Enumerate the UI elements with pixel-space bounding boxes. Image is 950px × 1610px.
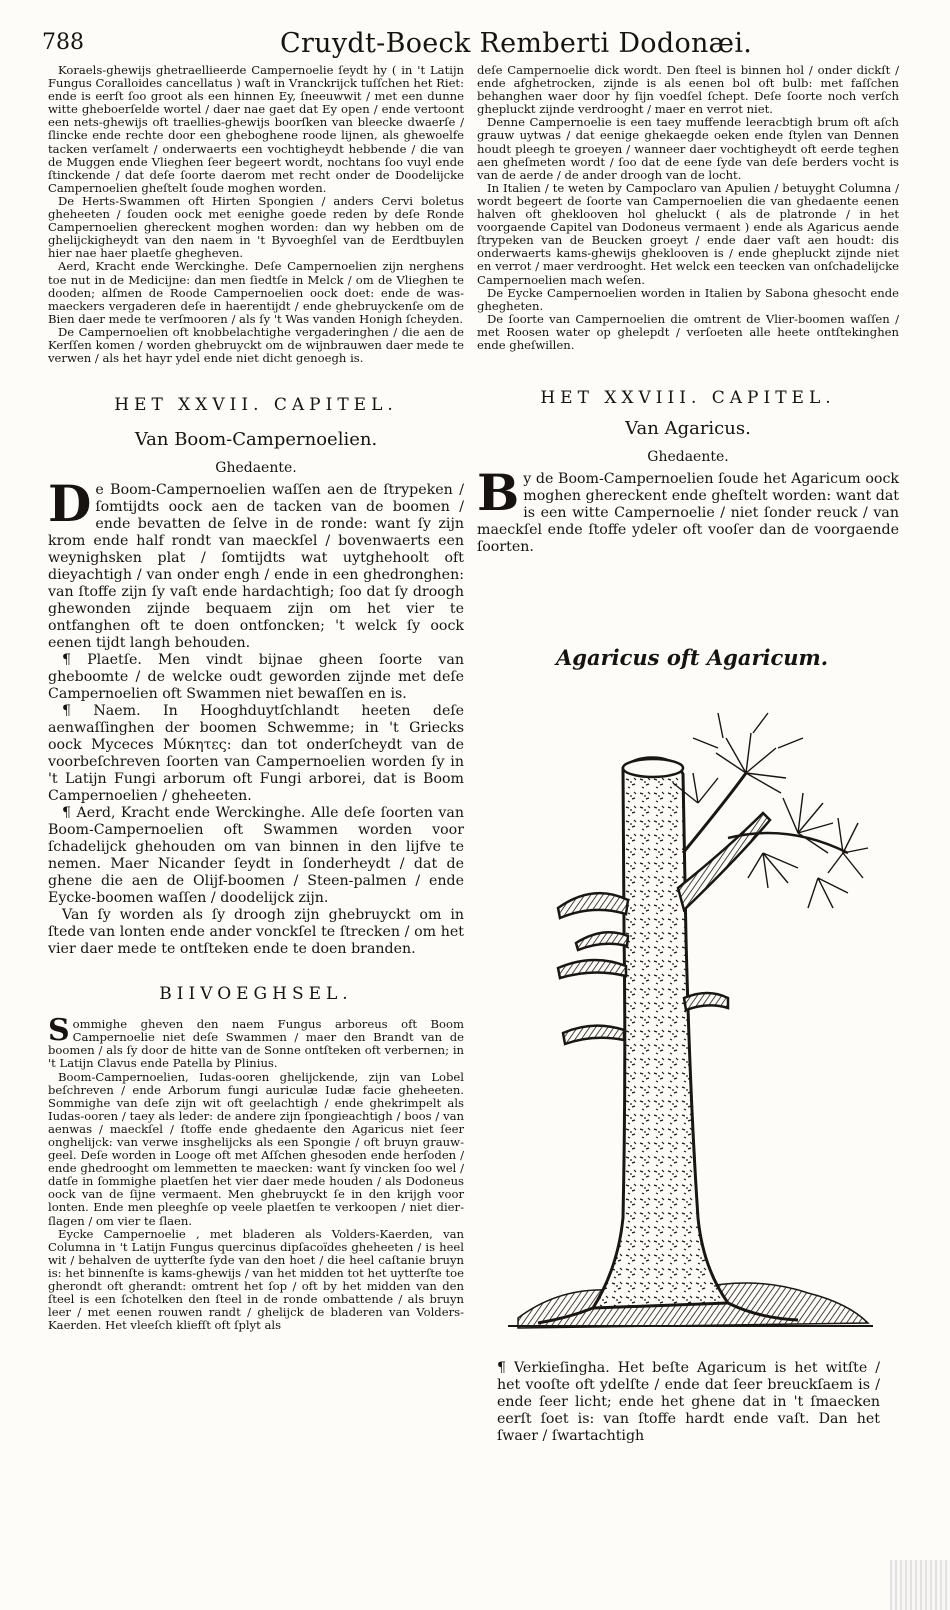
body-paragraph: ¶ Naem. In Hooghduytſchlandt heeten deſe aenwaſſinghen der boomen Schwemme; in 't Griecks oock Myceces Μύκητες: dan tot onderſcheydt van de voorbeſchreven ſoorten van Campernoelien worden ſy in 't Latijn Fungi arborum oft Fungi arborei, dat is Boom Campernoelien / gheheeten.	[48, 703, 464, 805]
chapter-heading: HET XXVIII. CAPITEL.	[540, 388, 836, 409]
left-column	[48, 64, 464, 1332]
chapter-title: Van Boom-Campernoelien.	[134, 429, 378, 451]
plate-caption: Agaricus oft Agaricum.	[556, 645, 829, 670]
bivoeghsel-paragraph: Sommighe gheven den naem Fungus arboreus oft Boom Campernoelie niet deſe Swammen / maer den Brandt van de boomen / als ſy door de hitte van de Sonne ontſteken oft verbernen; in 't Latijn Clavus ende Patella by Plinius.	[48, 1013, 464, 1071]
right-paragraph: In Italien / te weten by Campoclaro van Apulien / betuyght Columna / wordt begeert de ſoorte van Campernoelien die van ghedaente eenen halven oft gheklooven hol gheluckt ( als de platronde / in het voorgaende Capitel van Dodoneus vermaent ) ende als Agaricus aende ſtrypeken van de Beucken groeyt / ende daer vaſt aen houdt: dis onderwaerts kams-ghewijs gheklooven is / ende ghepluckt zijnde niet en verrot / maer verdrooght. Het welck een teecken van onſchadelijcke Campernoelien mach weſen.	[477, 180, 899, 287]
section-title: Ghedaente.	[215, 460, 297, 477]
page-header	[42, 30, 892, 64]
page-number: 788	[42, 30, 84, 55]
body-paragraph: ¶ Plaetſe. Men vindt bijnae gheen ſoorte van gheboomte / de welcke oudt geworden zijnde met deſe Campernoelien oft Swammen niet bewaſſen en is.	[48, 652, 464, 703]
running-title: Cruydt-Boeck Remberti Dodonæi.	[280, 28, 753, 59]
bivoeghsel-paragraph: Boom-Campernoelien, Iudas-ooren ghelijckende, zijn van Lobel beſchreven / ende Arborum fungi auriculæ Iudæ facie gheheeten. Sommighe van deſe zijn wit oft geelachtigh / ende ghekrimpelt als Iudas-ooren / taey als leder: de andere zijn ſpongieachtigh / boos / van aenwas / maeckſel / ſtoffe ende ghedaente den Agaricus niet ſeer onghelijck: van verwe insghelijcks als een Spongie / oft bruyn grauw-geel. Deſe worden in Looge oft met Aſſchen ghesoden ende herſoden / ende ghedrooght om lemmetten te maecken: want ſy vincken ſoo wel / datſe in ſommighe plaetſen het vier daer mede houden / als Dodoneus oock van de ſijne vermaent. Men ghebruyckt ſe in den krijgh voor lonten. Ende men pleeghſe op veele plaetſen te verkoopen / niet dier-ſlagen / om vier te ſlaen.	[48, 1069, 464, 1228]
body-paragraph: By de Boom-Campernoelien ſoude het Agaricum oock moghen ghereckent ende gheſtelt worden: want dat is een witte Campernoelie / niet ſonder reuck / van maeckſel ende ſtoffe ydeler oft vooſer dan de voorgaende ſoorten.	[477, 463, 899, 556]
right-paragraph: De ſoorte van Campernoelien die omtrent de Vlier-boomen waſſen / met Roosen water op ghelepdt / verſoeten alle heete ontſtekinghen ende gheſwillen.	[477, 311, 899, 352]
section-title: Ghedaente.	[647, 449, 729, 466]
body-paragraph: Van ſy worden als ſy droogh zijn ghebruyckt om in ſtede van lonten ende ander vonckſel te ſtrecken / om het vier daer mede te ontſteken ende te doen branden.	[48, 907, 464, 958]
right-column	[477, 64, 899, 556]
scan-edge-artifact	[890, 1560, 950, 1610]
intro-paragraph: Aerd, Kracht ende Werckinghe. Deſe Campernoelien zijn nerghens toe nut in de Medicijne: dan men ſiedtſe in Melck / om de Vlieghen te dooden; alſmen de Roode Campernoelien oock doet: ende de was-maeckers vergaderen deſe in haerentijdt / ende ghebruyckenſe om de Bien daer mede te verſmooren / als ſy 't Was vanden Honigh ſcheyden.	[48, 259, 464, 326]
intro-paragraph: Koraels-ghewijs ghetraellieerde Campernoelie ſeydt hy ( in 't Latijn Fungus Coralloides cancellatus ) waſt in Vranckrijck tuſſchen het Riet: ende is eerſt ſoo groot als een hinnen Ey, ſneeuwwit / met een dunne witte gheboerſelde wortel / daer nae gaet dat Ey open / ende vertoont een nets-ghewijs oft traellies-ghewijs boorſken van bleecke dwaerſe / ſlincke ende rechte door een gheboghene roode lijnen, als ghewoelfe tacken verſamelt / onderwaerts een vochtigheydt hebbende / die van de Muggen ende Vlieghen ſeer begeert wordt, nochtans ſoo vuyl ende ſtinckende / dat deſe ſoorte daerom met recht onder de Doodelijcke Campernoelien gheſtelt ſoude moghen worden.	[48, 63, 464, 195]
body-paragraph: ¶ Aerd, Kracht ende Werckinghe. Alle deſe ſoorten van Boom-Campernoelien oft Swammen worden voor ſchadelijck ghehouden om van binnen in den lijfve te nemen. Maer Nicander ſeydt in ſonderheydt / dat de ghene die aen de Olijf-boomen / Steen-palmen / ende Eycke-boomen waſſen / doodelijck zijn.	[48, 805, 464, 907]
body-paragraph: De Boom-Campernoelien waſſen aen de ſtrypeken / ſomtijdts oock aen de tacken van de boomen / ende bevatten de ſelve in de ronde: want ſy zijn krom ende half rondt van maeckſel / bovenwaerts een weynighsken plat / ſomtijdts wat uytghehoolt oft dieyachtigh / van onder engh / ende in een ghedronghen: van ſtoffe zijn ſy vaſt ende hardachtigh; ſoo dat ſy droogh ghewonden zijnde bequaem zijn om het vier te ontfanghen oft te doen ontfoncken; 't welck ſy oock eenen tijdt langh behouden.	[48, 474, 464, 652]
right-paragraph: Denne Campernoelie is een taey muffende leeracbtigh brum oft aſch grauw uytwas / dat eenige ghekaegde oeken ende ſtylen van Dennen houdt pleegh te groeyen / wanneer daer vochtigheydt oft eerde teghen aen gheſmeten wordt / ſoo dat de eene ſyde van deſe berders vocht is van de aerde / de ander droogh van de locht.	[477, 115, 899, 182]
right-paragraph: De Eycke Campernoelien worden in Italien by Sabona ghesocht ende ghegheten.	[477, 285, 899, 313]
chapter-title: Van Agaricus.	[625, 418, 751, 440]
verkiesingha-paragraph-block	[497, 1360, 880, 1445]
bivoeghsel-paragraph: Eycke Campernoelie , met bladeren als Volders-Kaerden, van Columna in 't Latijn Fungus quercinus dipſacoïdes gheheeten / is heel wit / behalven de uytterſte ſyde van den hoet / die heel caſtanie bruyn is: het binnenſte is kams-ghewijs / van het midden tot het uytterſte toe gherondt oft gherandt: omtrent het ſop / oft by het midden van den ſteel is een ſchotelken den ſteel in de ronde ombattende / als bruyn leer / met eenen rouwen randt / ghelijck de bladeren van Volders-Kaerden. Het vleeſch kliefſt oft ſplyt als	[48, 1226, 464, 1333]
intro-paragraph: De Herts-Swammen oft Hirten Spongien / anders Cervi boletus gheheeten / ſouden oock met eenighe goede reden by deſe Ronde Campernoelien ghereckent moghen worden: dan wy hebben om de ghelijckigheydt van den naem in 't Byvoeghſel van de Eerdtbuylen hier nae haer plaetſe ghegheven.	[48, 193, 464, 261]
verkiesingha-paragraph: ¶ Verkieſingha. Het beſte Agaricum is het witſte / het vooſte oft ydelſte / ende dat ſeer breuckſaem is / ende ſeer licht; ende het ghene dat in 't ſmaecken eerſt ſoet is: van ſtoffe hardt ende vaſt. Dan het ſwaer / ſwartachtigh	[497, 1360, 880, 1444]
intro-paragraph: De Campernoelien oft knobbelachtighe vergaderinghen / die aen de Kerſſen komen / worden ghebruyckt om de wijnbrauwen daer mede te verwen / als het hayr ydel ende niet dicht genoegh is.	[48, 324, 464, 366]
agaricus-woodcut-illustration	[498, 678, 878, 1338]
continued-paragraph: deſe Campernoelie dick wordt. Den ſteel is binnen hol / onder dickſt / ende afghetrocken, zijnde is als eenen bol oft bulb: met faſſchen behanghen waer door hy ſijn voedſel ſchept. Deſe ſoorte noch verſch ghepluckt zijnde verdrooght / maer en verrot niet.	[477, 63, 899, 117]
chapter-heading: HET XXVII. CAPITEL.	[114, 395, 398, 416]
bivoeghsel-heading: BIIVOEGHSEL.	[159, 984, 353, 1005]
